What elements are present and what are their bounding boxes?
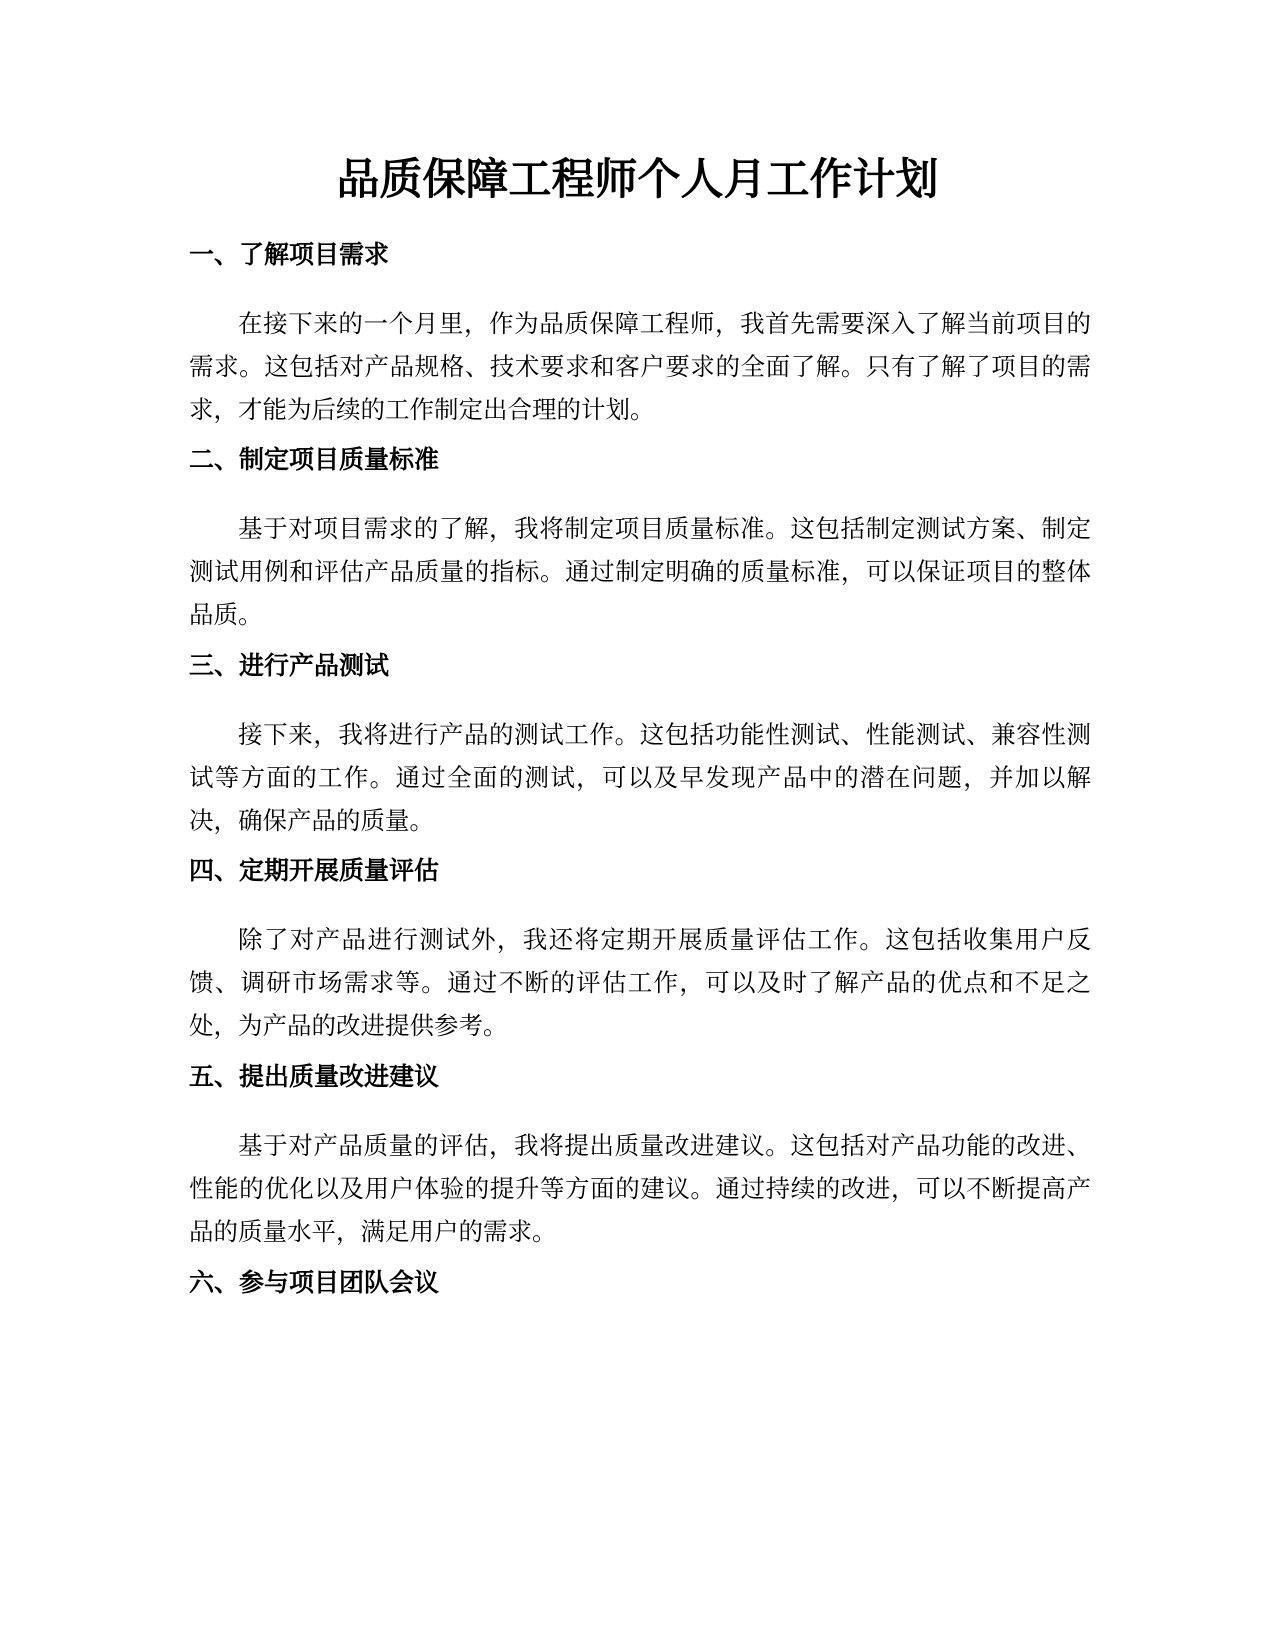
section-quality-standards xyxy=(189,443,1091,636)
document-title: 品质保障工程师个人月工作计划 xyxy=(336,155,939,205)
section-heading: 四、定期开展质量评估 xyxy=(189,856,440,885)
section-paragraph: 在接下来的一个月里，作为品质保障工程师，我首先需要深入了解当前项目的需求。这包括对产品规格、技术要求和客户要求的全面了解。只有了解了项目的需求，才能为后续的工作制定出合理的计划。 xyxy=(189,309,1091,424)
section-heading: 六、参与项目团队会议 xyxy=(189,1268,440,1297)
section-heading: 三、进行产品测试 xyxy=(189,651,390,680)
section-paragraph: 基于对产品质量的评估，我将提出质量改进建议。这包括对产品功能的改进、性能的优化以及用户体验的提升等方面的建议。通过持续的改进，可以不断提高产品的质量水平，满足用户的需求。 xyxy=(189,1131,1091,1246)
section-heading: 一、了解项目需求 xyxy=(189,240,390,269)
section-improvement-suggestions xyxy=(189,1060,1091,1253)
section-paragraph: 基于对项目需求的了解，我将制定项目质量标准。这包括制定测试方案、制定测试用例和评估产品质量的指标。通过制定明确的质量标准，可以保证项目的整体品质。 xyxy=(189,514,1091,629)
section-heading: 二、制定项目质量标准 xyxy=(189,445,440,474)
section-team-meetings xyxy=(189,1266,1091,1300)
section-paragraph: 除了对产品进行测试外，我还将定期开展质量评估工作。这包括收集用户反馈、调研市场需求等。通过不断的评估工作，可以及时了解产品的优点和不足之处，为产品的改进提供参考。 xyxy=(189,925,1091,1040)
section-understand-requirements xyxy=(189,238,1091,431)
section-product-testing xyxy=(189,649,1091,842)
section-heading: 五、提出质量改进建议 xyxy=(189,1062,440,1091)
section-paragraph: 接下来，我将进行产品的测试工作。这包括功能性测试、性能测试、兼容性测试等方面的工作。通过全面的测试，可以及早发现产品中的潜在问题，并加以解决，确保产品的质量。 xyxy=(189,720,1091,835)
section-quality-assessment xyxy=(189,854,1091,1047)
